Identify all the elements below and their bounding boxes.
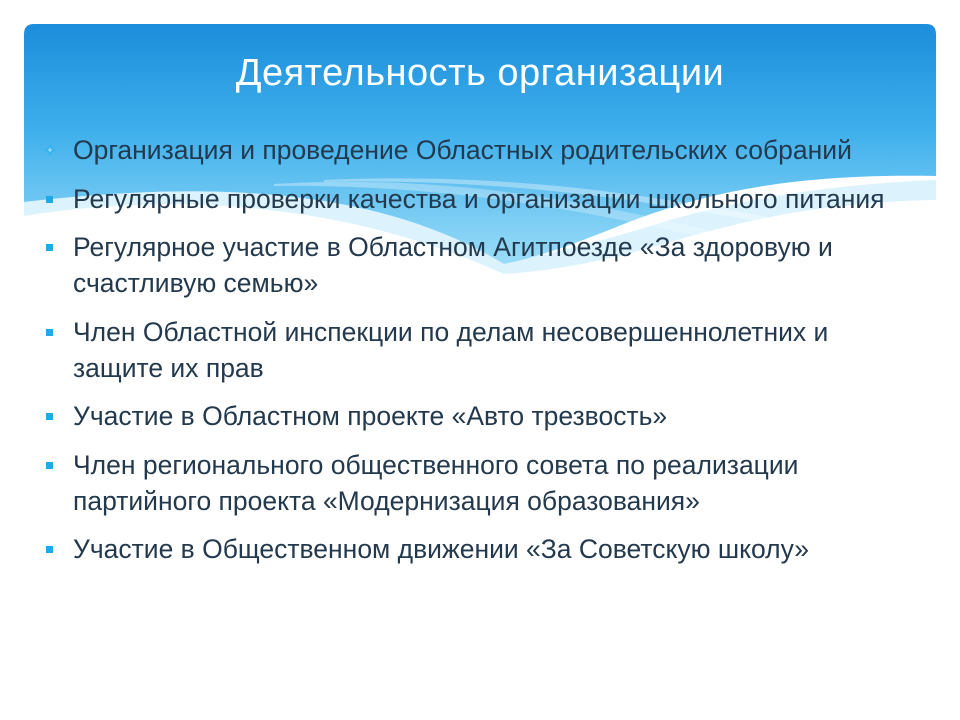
list-item-text: Член регионального общественного совета по реализации партийного проекта «Модернизация образования»: [73, 449, 799, 516]
slide-title: Деятельность организации: [235, 52, 725, 94]
list-item-text: Регулярные проверки качества и организации школьного питания: [73, 183, 885, 214]
list-item-text: Участие в Областном проекте «Авто трезвость»: [73, 401, 668, 431]
square-bullet-icon: [46, 413, 53, 420]
list-item-text: Член Областной инспекции по делам несовершеннолетних и защите их прав: [73, 316, 829, 383]
square-bullet-icon: [46, 196, 53, 203]
bullet-list: [44, 132, 924, 580]
list-item: [44, 181, 924, 217]
list-item-text: Регулярное участие в Областном Агитпоезде «За здоровую и счастливую семью»: [73, 232, 833, 298]
square-bullet-icon: [46, 546, 53, 553]
list-item: [44, 229, 924, 301]
list-item: [44, 531, 924, 567]
list-item: [44, 398, 924, 434]
list-item: [44, 447, 924, 519]
list-item: [44, 314, 924, 386]
square-bullet-icon: [46, 462, 53, 469]
square-bullet-icon: [46, 329, 53, 336]
list-item-text: Организация и проведение Областных родительских собраний: [73, 135, 852, 165]
list-item: [44, 132, 924, 168]
list-item-text: Участие в Общественном движении «За Советскую школу»: [73, 534, 809, 564]
diamond-icon: [44, 144, 56, 156]
square-bullet-icon: [46, 244, 53, 251]
